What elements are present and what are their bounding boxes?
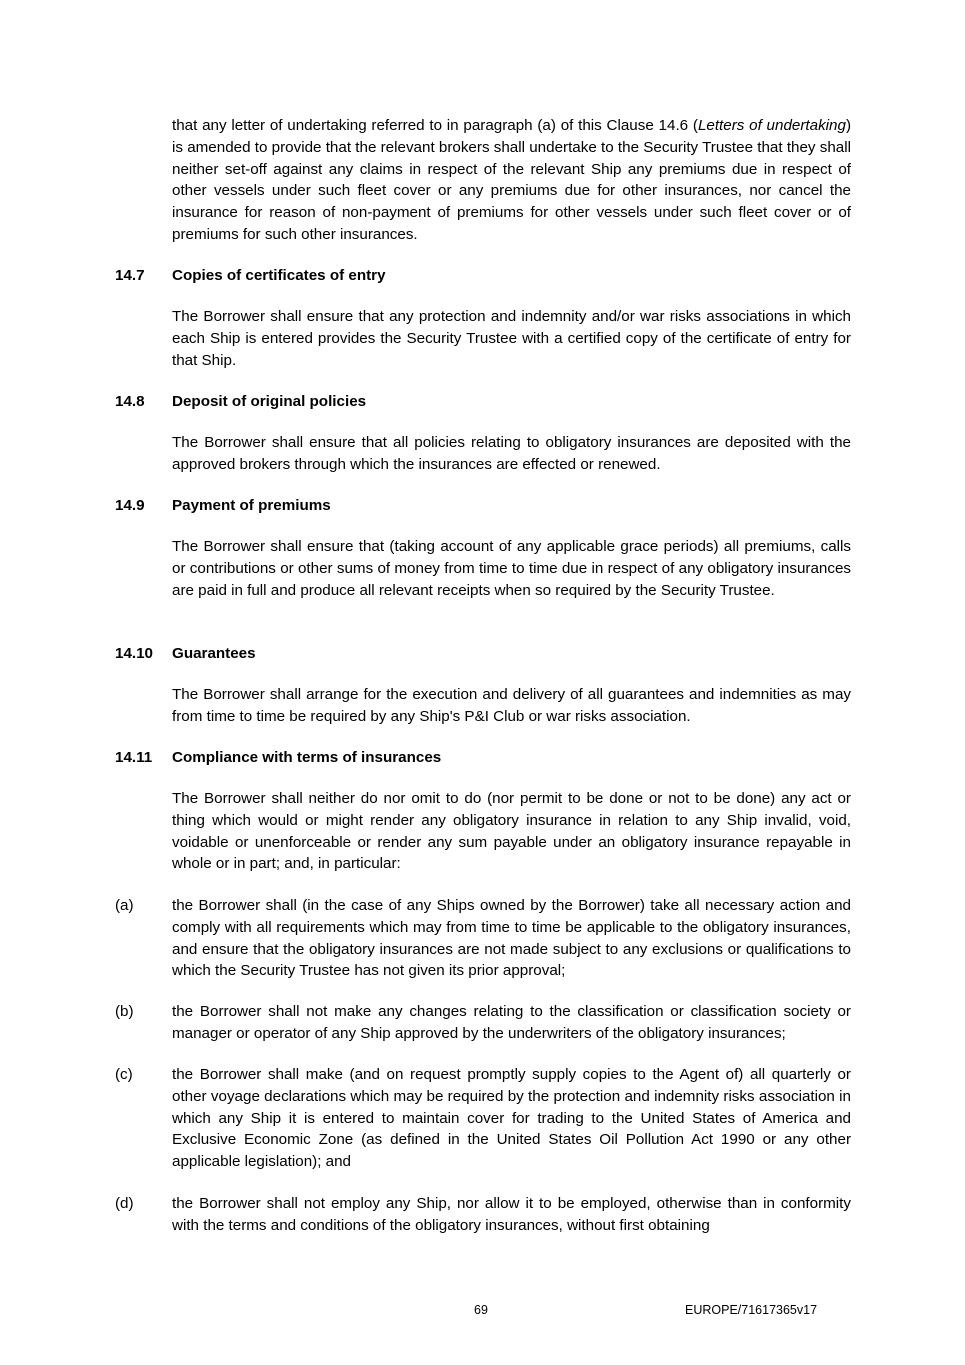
list-item-text: the Borrower shall (in the case of any Ships owned by the Borrower) take all necessary action and comply with all requirements which may from time to time be applicable to the obligatory insurances, and ensure that the obligatory insurances are not made subject to any exclusions or qualifications to which the Security Trustee has not given its prior approval;: [172, 897, 851, 980]
list-item-label: (c): [115, 1066, 133, 1083]
section-body-14-10: The Borrower shall arrange for the execution and delivery of all guarantees and indemnities as may from time to time be required by any Ship's P&I Club or war risks association.: [172, 686, 851, 725]
section-title: Compliance with terms of insurances: [172, 749, 442, 766]
section-number: 14.9: [115, 497, 145, 514]
section-title: Copies of certificates of entry: [172, 267, 386, 284]
list-item-label: (b): [115, 1003, 134, 1020]
section-title: Payment of premiums: [172, 497, 331, 514]
document-reference: EUROPE/71617365v17: [685, 1303, 818, 1317]
section-title: Deposit of original policies: [172, 393, 367, 410]
section-body-14-11: The Borrower shall neither do nor omit to do (nor permit to be done or not to be done) any act or thing which would or might render any obligatory insurance in relation to any Ship invalid, void, voidable or unenforceable or render any sum payable under an obligatory insurance repayable in whole or in part; and, in particular:: [172, 790, 851, 873]
section-title: Guarantees: [172, 645, 256, 662]
intro-text-post: ) is amended to provide that the relevant brokers shall undertake to the Security Trustee that they shall neither set-off against any claims in respect of the relevant Ship any premiums due in respect of other vessels under such fleet cover or any premiums due for other insurances, nor cancel the insurance for reason of non-payment of premiums for other vessels under such fleet cover or of premiums for such other insurances.: [172, 117, 851, 243]
section-heading-14-7: [115, 265, 851, 287]
list-item-label: (a): [115, 897, 134, 914]
list-item-text: the Borrower shall make (and on request promptly supply copies to the Agent of) all quarterly or other voyage declarations which may be required by the protection and indemnity risks association in which any Ship it is entered to maintain cover for trading to the United States of America and Exclusive Economic Zone (as defined in the United States Oil Pollution Act 1990 or any other applicable legislation); and: [172, 1066, 851, 1171]
intro-paragraph: [172, 115, 851, 246]
list-item-text: the Borrower shall not make any changes relating to the classification or classification society or manager or operator of any Ship approved by the underwriters of the obligatory insurances;: [172, 1003, 851, 1042]
section-heading-14-11: [115, 747, 851, 769]
section-body-14-8: The Borrower shall ensure that all policies relating to obligatory insurances are deposited with the approved brokers through which the insurances are effected or renewed.: [172, 434, 851, 473]
section-number: 14.8: [115, 393, 145, 410]
section-number: 14.7: [115, 267, 145, 284]
section-body-14-9: The Borrower shall ensure that (taking account of any applicable grace periods) all premiums, calls or contributions or other sums of money from time to time due in respect of any obligatory insurances are paid in full and produce all relevant receipts when so required by the Security Trustee.: [172, 538, 851, 599]
intro-text-pre: that any letter of undertaking referred to in paragraph (a) of this Clause 14.6 (: [172, 117, 698, 134]
section-heading-14-9: [115, 495, 851, 517]
section-heading-14-10: [115, 643, 851, 665]
list-item-text: the Borrower shall not employ any Ship, nor allow it to be employed, otherwise than in conformity with the terms and conditions of the obligatory insurances, without first obtaining: [172, 1195, 851, 1234]
section-number: 14.11: [115, 749, 153, 766]
list-item-label: (d): [115, 1195, 134, 1212]
section-number: 14.10: [115, 645, 154, 662]
intro-text-italic: Letters of undertaking: [697, 117, 846, 134]
page-number: 69: [474, 1303, 488, 1317]
section-heading-14-8: [115, 391, 851, 413]
section-body-14-7: The Borrower shall ensure that any protection and indemnity and/or war risks associations in which each Ship is entered provides the Security Trustee with a certified copy of the certificate of entry for that Ship.: [172, 308, 851, 369]
